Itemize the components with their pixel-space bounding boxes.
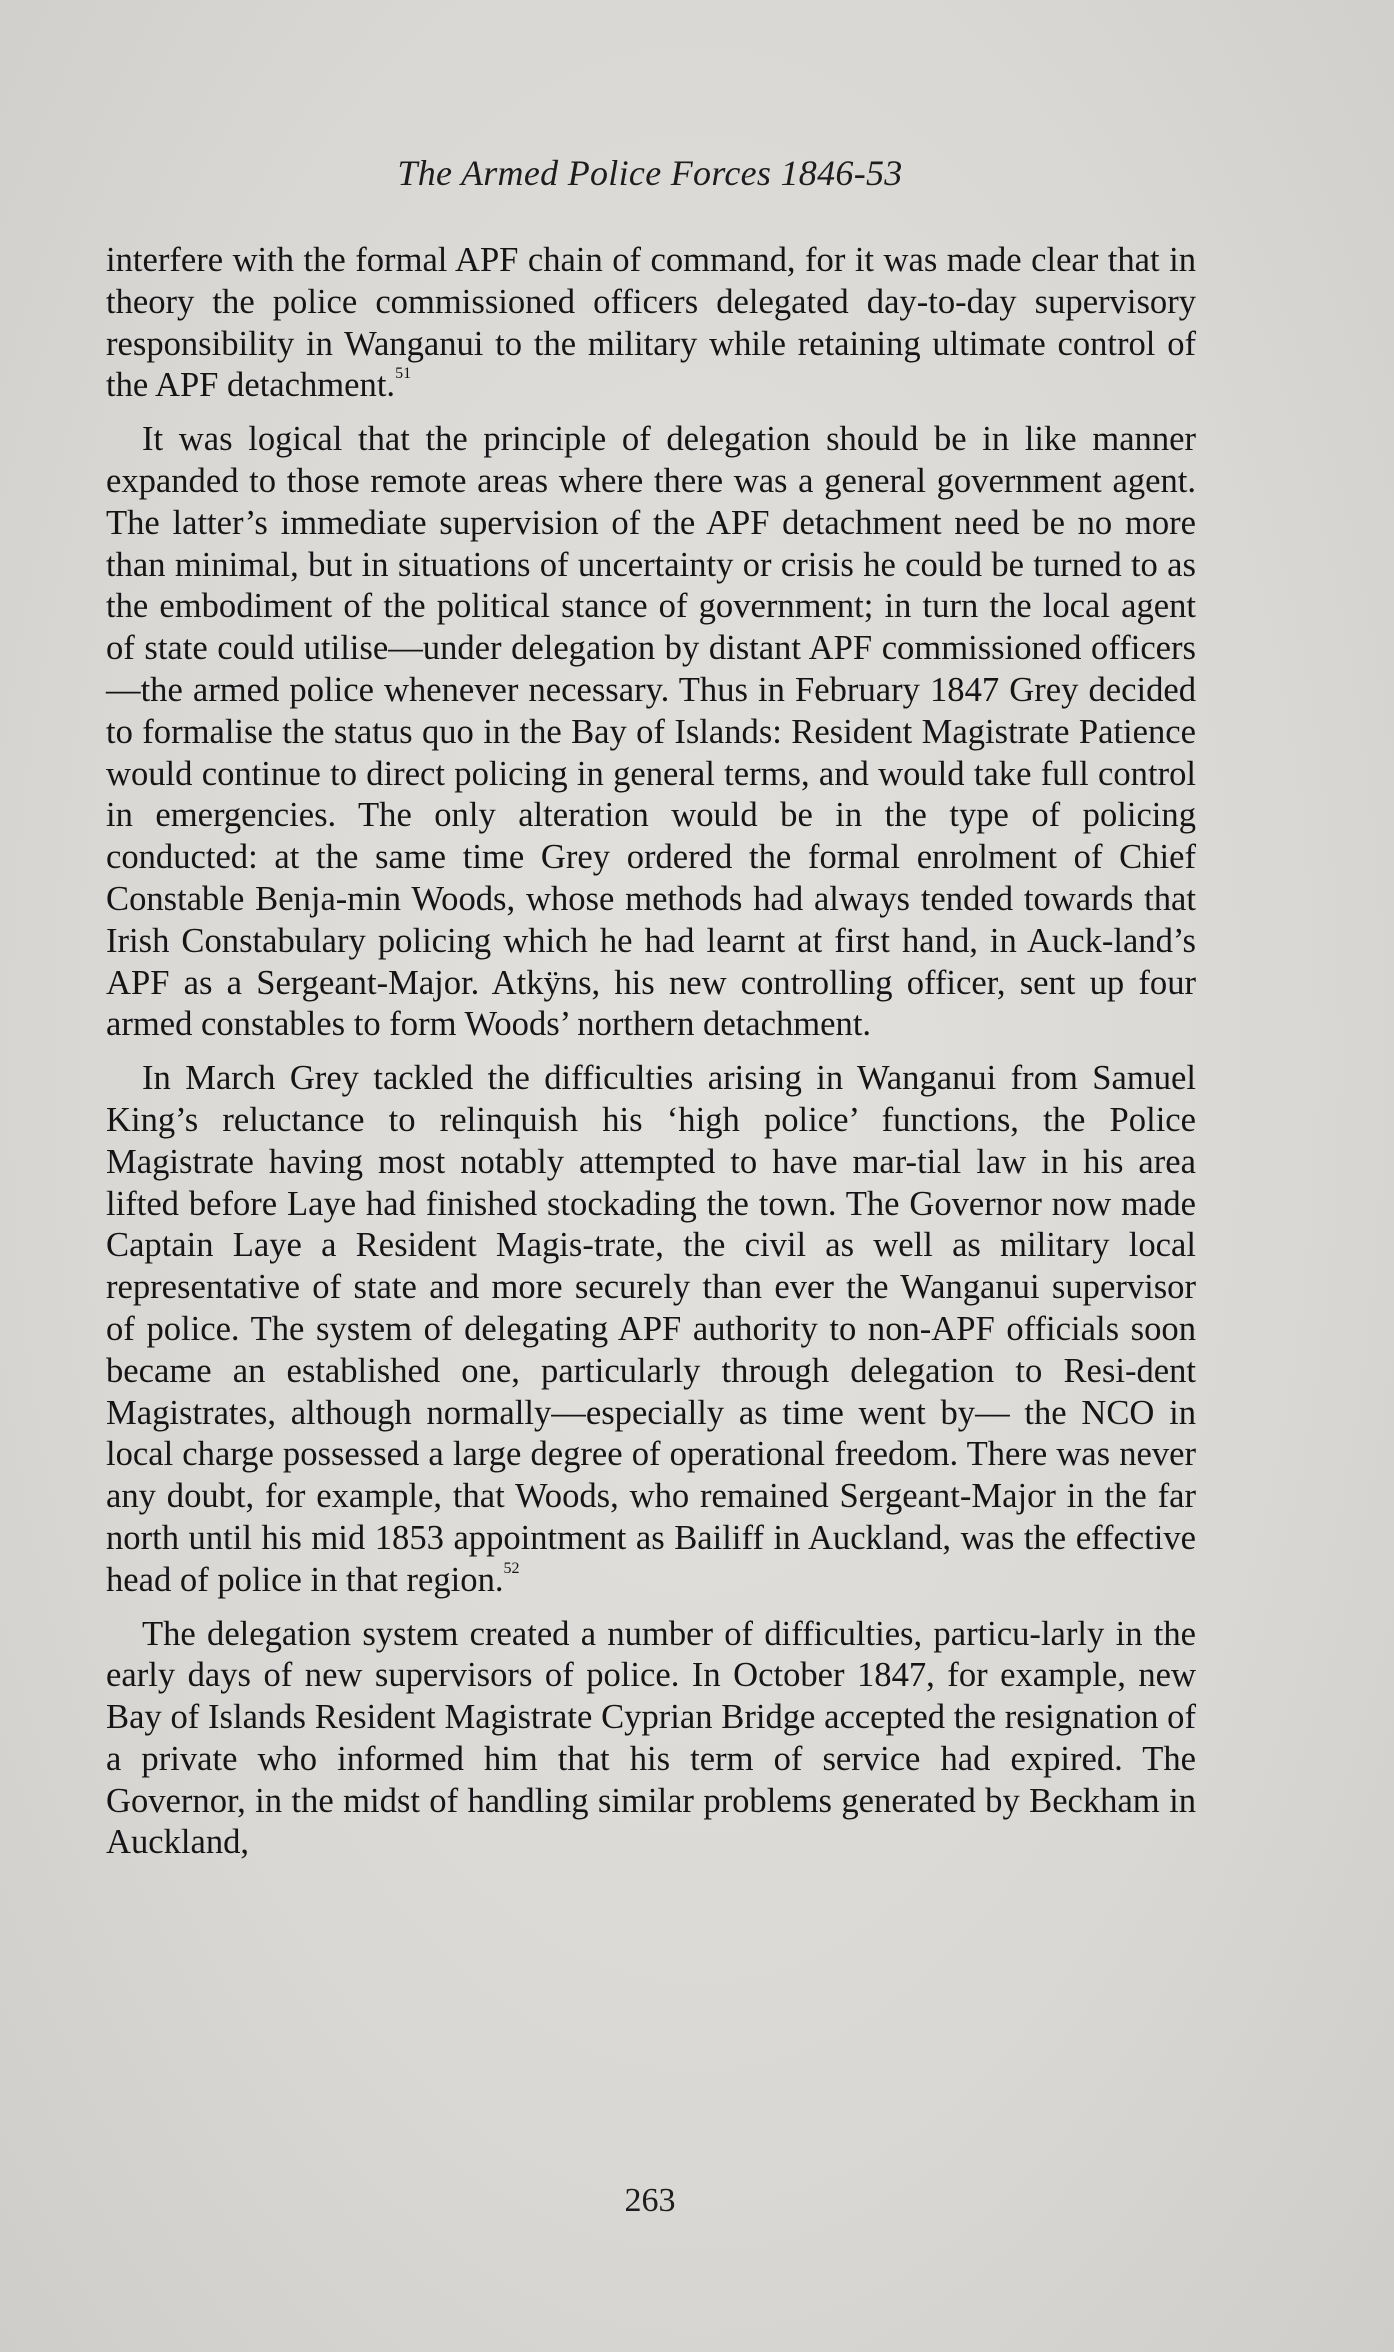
paragraph-3: [106, 1058, 1196, 1601]
footnote-marker: 51: [395, 365, 412, 383]
footnote-marker: 52: [503, 1559, 520, 1577]
body-text: [106, 240, 1196, 1876]
paragraph-4: [106, 1614, 1196, 1865]
running-head: The Armed Police Forces 1846-53: [397, 153, 903, 193]
paragraph-text: The delegation system created a number of difficulties, particu-larly in the early days of new supervisors of police. In October 1847, for example, new Bay of Islands Resident Magistrate Cyprian Bridge accepted the resignation of a private who informed him that his term of service had expired. The Governor, in the midst of handling similar problems generated by Beckham in Auckland,: [106, 1614, 1196, 1862]
paragraph-text: It was logical that the principle of delegation should be in like manner expanded to those remote areas where there was a general government agent. The latter’s immediate supervision of the APF detachment need be no more than minimal, but in situations of uncertainty or crisis he could be turned to as the embodiment of the political stance of government; in turn the local agent of state could utilise—under delegation by distant APF commissioned officers—the armed police whenever necessary. Thus in February 1847 Grey decided to formalise the status quo in the Bay of Islands: Resident Magistrate Patience would continue to direct policing in general terms, and would take full control in emergencies. The only alteration would be in the type of policing conducted: at the same time Grey ordered the formal enrolment of Chief Constable Benja-min Woods, whose methods had always tended towards that Irish Constabulary policing which he had learnt at first hand, in Auck-land’s APF as a Sergeant-Major. Atkÿns, his new controlling officer, sent up four armed constables to form Woods’ northern detachment.: [106, 420, 1196, 1044]
paragraph-text: interfere with the formal APF chain of command, for it was made clear that in theory the police commissioned officers delegated day-to-day supervisory responsibility in Wanganui to the military while retaining ultimate control of the APF detachment.: [106, 241, 1196, 405]
paragraph-2: [106, 419, 1196, 1046]
paragraph-text: In March Grey tackled the difficulties arising in Wanganui from Samuel King’s reluctance to relinquish his ‘high police’ functions, the Police Magistrate having most notably attempted to have mar-tial law in his area lifted before Laye had finished stockading the town. The Governor now made Captain Laye a Resident Magis-trate, the civil as well as military local representative of state and more securely than ever the Wanganui supervisor of police. The system of delegating APF authority to non-APF officials soon became an established one, particularly through delegation to Resi-dent Magistrates, although normally—especially as time went by— the NCO in local charge possessed a large degree of operational freedom. There was never any doubt, for example, that Woods, who remained Sergeant-Major in the far north until his mid 1853 appointment as Bailiff in Auckland, was the effective head of police in that region.: [106, 1059, 1196, 1599]
page-number: 263: [624, 2182, 676, 2219]
paragraph-1: [106, 240, 1196, 407]
